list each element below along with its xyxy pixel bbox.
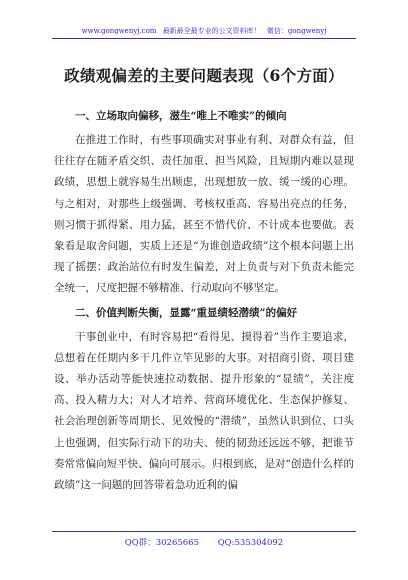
section-1-paragraph: 在推进工作时，有些事项确实对事业有利、对群众有益，但往往存在随矛盾交织、责任加重、担当风险，且短期内难以显现政绩，思想上就容易生出顾虑，出现想放一放、缓一缓的心理。与之相对，对那些上级强调、考核权重高、容易出亮点的任务，则习惯于抓得紧、用力猛，甚至不惜代价、不计成本也要做。表象看是取舍问题，实质上还是“为谁创造政绩”这个根本问题上出现了摇摆：政治站位有时发生偏差，对上负责与对下负责未能完全统一，尺度把握不够精准、行动取向不够坚定。 bbox=[54, 134, 354, 295]
page-header bbox=[0, 26, 408, 36]
footer-divider bbox=[52, 531, 356, 532]
page-footer bbox=[0, 536, 408, 548]
footer-qq: QQ:535304092 bbox=[217, 538, 284, 548]
footer-qq-group: QQ群：30265665 bbox=[124, 538, 199, 548]
section-2-paragraph: 干事创业中，有时容易把“看得见、摸得着”当作主要追求，总想着在任期内多干几件立竿见影的大事。对招商引资、项目建设、举办活动等能快速拉动数据、提升形象的“显绩”，关注度高、投入精力大；对人才培养、营商环境优化、生态保护修复、社会治理创新等周期长、见效慢的“潜绩”，虽然认识到位、口头上也强调，但实际行动下的功夫、使的韧劲还远远不够，把谁节奏常常偏向短平快、偏向可展示。归根到底，是对“创造什么样的政绩”这一问题的回答带着急功近利的偏 bbox=[54, 330, 354, 492]
header-wechat: 微信：gongwenyj bbox=[266, 27, 327, 35]
section-1-heading: 一、立场取向偏移，滋生“唯上不唯实”的倾向 bbox=[75, 110, 287, 122]
section-2-heading: 二、价值判断失衡，显露“重显绩轻潜绩”的偏好 bbox=[75, 306, 298, 319]
header-website[interactable]: www.gongwenyj.com bbox=[81, 27, 157, 35]
header-slogan: 最新最全最专业的公文资料库！ bbox=[162, 27, 261, 35]
document-title: 政绩观偏差的主要问题表现（6个方面） bbox=[64, 66, 344, 85]
document-body bbox=[54, 107, 354, 500]
header-divider bbox=[52, 38, 356, 39]
